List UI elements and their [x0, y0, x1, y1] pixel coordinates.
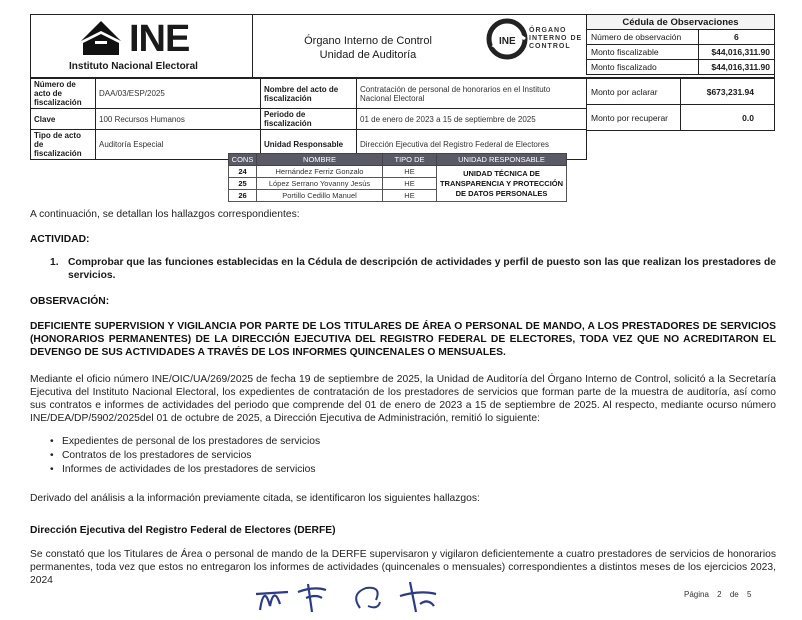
svg-text:INE: INE: [499, 36, 516, 47]
cedula-caption: Cédula de Observaciones: [587, 15, 775, 30]
tipo-cell: HE: [383, 178, 437, 190]
org-title: Órgano Interno de Control: [304, 35, 432, 47]
cedula-value: $44,016,311.90: [698, 60, 774, 75]
nombre-label: Nombre del acto de fiscalización: [261, 79, 357, 109]
persons-table: [228, 153, 567, 202]
clave-value: 100 Recursos Humanos: [96, 109, 261, 130]
cedula-observaciones-table: [586, 14, 775, 75]
paragraph-derfe: Se constató que los Titulares de Área o personal de mando de la DERFE supervisaron y vigilaron deficientemente a cuatro prestadores de servicios de honorarios permanentes, toda vez que estos no entregaron los informes de actividades (quincenales o mensuales) correspondientes a distintos meses de los ejercicios 2023, 2024: [30, 549, 776, 586]
paragraph-derivado: Derivado del análisis a la información previamente citada, se identificaron los siguientes hallazgos:: [30, 493, 480, 504]
bullet-icon: •: [50, 436, 54, 447]
intro-text: A continuación, se detallan los hallazgos correspondientes:: [30, 209, 300, 220]
periodo-label: Periodo de fiscalización: [261, 109, 357, 130]
cedula-label: Monto fiscalizado: [587, 60, 699, 75]
org-unit: Unidad de Auditoría: [319, 49, 417, 61]
numero-label: Número de acto de fiscalización: [31, 79, 96, 109]
actividad-item: [50, 256, 776, 282]
nombre-cell: López Serrano Yovanny Jesús: [257, 178, 383, 190]
list-item: • Expedientes de personal de los prestadores de servicios: [50, 436, 321, 447]
column-header: UNIDAD RESPONSABLE: [437, 154, 567, 166]
column-header: NOMBRE: [257, 154, 383, 166]
nombre-cell: Hernández Ferriz Gonzalo: [257, 166, 383, 178]
ine-logo-block: [31, 15, 253, 77]
bullet-icon: •: [50, 450, 54, 461]
column-header: CONS: [229, 154, 257, 166]
actividad-text: Comprobar que las funciones establecidas en la Cédula de descripción de actividades y perfil de puesto son las que realizan los prestadores de servicios.: [68, 257, 776, 281]
oic-logo-text: ÓRGANO INTERNO DE CONTROL: [529, 27, 583, 50]
nombre-cell: Portillo Cedillo Manuel: [257, 190, 383, 202]
cedula-value: 6: [698, 30, 774, 45]
cedula-label: Monto fiscalizable: [587, 45, 699, 60]
page-total: 5: [746, 590, 752, 599]
montos-table: [586, 78, 775, 131]
column-header: TIPO DE: [383, 154, 437, 166]
actividad-heading: ACTIVIDAD:: [30, 234, 90, 245]
periodo-value: 01 de enero de 2023 a 15 de septiembre de 2025: [357, 109, 587, 130]
clave-label: Clave: [31, 109, 96, 130]
ine-logo-subtitle: Instituto Nacional Electoral: [69, 61, 198, 72]
paragraph-oficio: Mediante el oficio número INE/OIC/UA/269/2025 de fecha 19 de septiembre de 2025, la Unidad de Auditoría del Órgano Interno de Control, solicitó a la Secretaría Ejecutiva del Instituto Nacional Electoral, los expedientes de contratación de los prestadores de servicios que forman parte de la muestra de auditoría, así como sus contratos e informes de actividades del periodo que comprende del 01 de enero de 2023 a 15 de septiembre de 2025. Al respecto, mediante ocurso número INE/DEA/DP/5902/2025del 01 de octubre de 2025, a Dirección Ejecutiva de Administración, remitió lo siguiente:: [30, 374, 776, 424]
cons-cell: 24: [229, 166, 257, 178]
unidad-value: Dirección Ejecutiva del Registro Federal de Electores: [357, 130, 587, 160]
cedula-value: $44,016,311.90: [698, 45, 774, 60]
observacion-text: DEFICIENTE SUPERVISION Y VIGILANCIA POR PARTE DE LOS TITULARES DE ÁREA O PERSONAL DE MANDO, A LOS PRESTADORES DE SERVICIOS (HONORARIOS PERMANENTES) DE LA DIRECCIÓN EJECUTIVA DEL REGISTRO FEDERAL DE ELECTORES, TODA VEZ QUE NO ACREDITARON EL DEVENGO DE SUS ACTIVIDADES A TRAVÉS DE LOS INFORMES QUINCENALES O MENSUALES.: [30, 321, 776, 358]
signature-marks: [250, 576, 450, 616]
observacion-heading: OBSERVACIÓN:: [30, 296, 110, 307]
numero-value: DAA/03/ESP/2025: [96, 79, 261, 109]
actividad-number: 1.: [50, 257, 59, 268]
unidad-label: Unidad Responsable: [261, 130, 357, 160]
tipo-label: Tipo de acto de fiscalización: [31, 130, 96, 160]
nombre-value: Contratación de personal de honorarios en el Instituto Nacional Electoral: [357, 79, 587, 109]
monto-label: Monto por aclarar: [587, 79, 681, 105]
cedula-label: Número de observación: [587, 30, 699, 45]
list-item: • Informes de actividades de los prestadores de servicios: [50, 464, 316, 475]
tipo-cell: HE: [383, 190, 437, 202]
tipo-value: Auditoría Especial: [96, 130, 261, 160]
org-title-block: [253, 15, 613, 77]
ine-logo-text: INE: [129, 18, 190, 60]
bullet-icon: •: [50, 464, 54, 475]
cons-cell: 25: [229, 178, 257, 190]
audit-info-table: [30, 78, 587, 160]
monto-value: 0.0: [681, 105, 775, 131]
page-indicator: Página 2 de 5: [684, 590, 752, 599]
ine-ballot-icon: [77, 19, 125, 59]
monto-value: $673,231.94: [681, 79, 775, 105]
cons-cell: 26: [229, 190, 257, 202]
oic-seal-icon: [485, 17, 529, 61]
derfe-heading: Dirección Ejecutiva del Registro Federal de Electores (DERFE): [30, 525, 336, 536]
unidad-cell: UNIDAD TÉCNICA DE TRANSPARENCIA Y PROTECCIÓN DE DATOS PERSONALES: [437, 166, 567, 202]
table-row: [229, 166, 567, 178]
monto-label: Monto por recuperar: [587, 105, 681, 131]
list-item: • Contratos de los prestadores de servicios: [50, 450, 252, 461]
page-number: 2: [717, 590, 722, 599]
tipo-cell: HE: [383, 166, 437, 178]
